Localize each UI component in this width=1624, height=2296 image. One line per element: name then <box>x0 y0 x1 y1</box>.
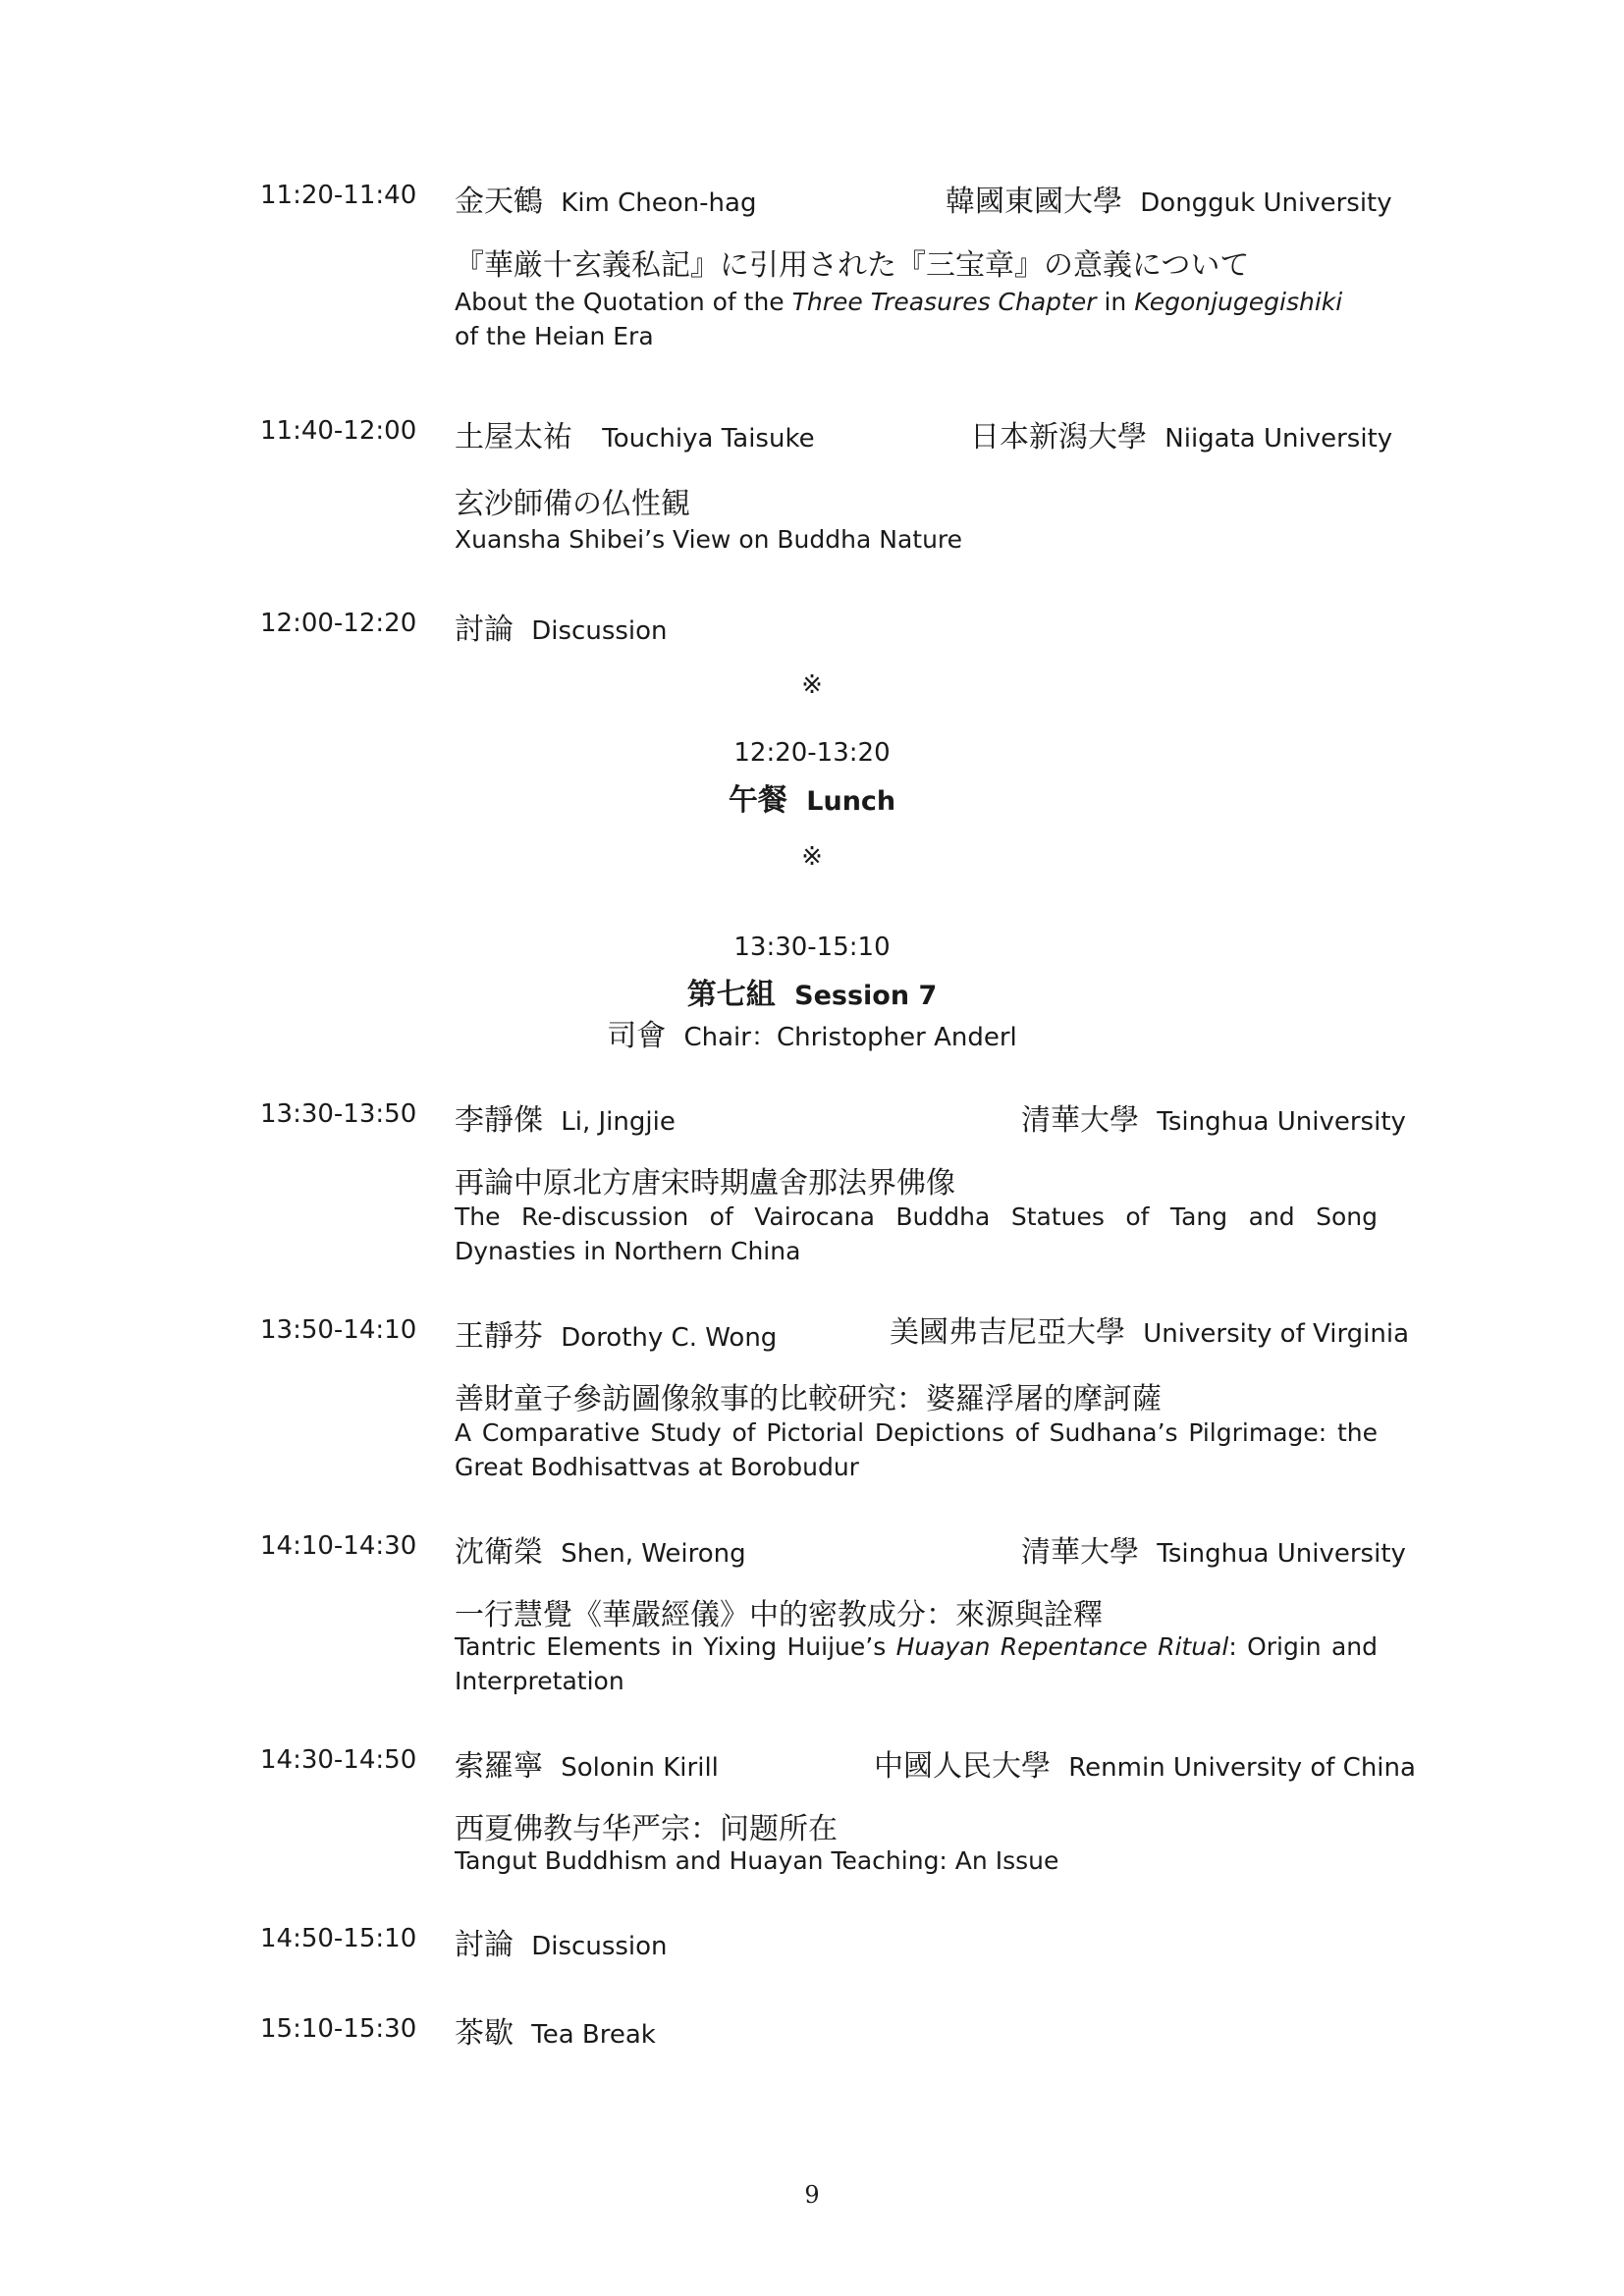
paper-title-en-part: : Origin and Interpretation <box>455 1632 1379 1695</box>
affiliation-en: Niigata University <box>1164 424 1393 454</box>
paper-title-en: Tangut Buddhism and Huayan Teaching: An Issue <box>455 1846 1059 1875</box>
affiliation-en: Tsinghua University <box>1157 1107 1406 1137</box>
lunch-label-en: Lunch <box>806 786 896 817</box>
paper-title-en <box>455 1629 1378 1698</box>
speaker-name-en: Solonin Kirill <box>561 1753 719 1783</box>
paper-title-zh: 玄沙師備の仏性観 <box>455 487 690 521</box>
lunch-label-zh: 午餐 <box>728 783 787 818</box>
time-slot: 14:30-14:50 <box>260 1745 417 1775</box>
paper-title-en-italic: Kegonjugegishiki <box>1134 288 1343 316</box>
lunch-heading <box>0 775 1624 819</box>
agenda-label <box>455 1920 668 1963</box>
time-slot: 12:00-12:20 <box>260 609 417 638</box>
speaker-name-en: Touchiya Taisuke <box>602 424 815 454</box>
agenda-label-en: Discussion <box>531 616 668 646</box>
session-label-zh: 第七組 <box>686 978 776 1012</box>
session-label-en: Session 7 <box>794 981 938 1011</box>
affiliation-en: Tsinghua University <box>1157 1539 1406 1569</box>
affiliation <box>1021 1527 1406 1571</box>
time-slot: 15:10-15:30 <box>260 2014 417 2044</box>
speaker-name <box>455 177 756 220</box>
speaker-name <box>455 1527 746 1571</box>
affiliation-zh: 清華大學 <box>1021 1535 1139 1570</box>
agenda-label-en: Tea Break <box>531 2020 656 2050</box>
session-time: 13:30-15:10 <box>733 933 891 962</box>
speaker-name-zh: 沈衛榮 <box>455 1535 543 1570</box>
paper-title-zh: 西夏佛教与华严宗：问题所在 <box>455 1812 838 1846</box>
page-number: 9 <box>804 2181 820 2209</box>
lunch-time: 12:20-13:20 <box>733 738 891 768</box>
paper-title-zh: 再論中原北方唐宋時期盧舍那法界佛像 <box>455 1166 955 1201</box>
chair-label-en: Chair：Christopher Anderl <box>683 1023 1017 1052</box>
affiliation-zh: 美國弗吉尼亞大學 <box>890 1315 1125 1350</box>
agenda-label <box>455 2008 656 2052</box>
affiliation-zh: 清華大學 <box>1021 1103 1139 1138</box>
paper-title-zh: 善財童子參訪圖像敘事的比較研究：婆羅浮屠的摩訶薩 <box>455 1382 1162 1416</box>
agenda-label-zh: 討論 <box>455 1928 514 1962</box>
affiliation-zh: 日本新潟大學 <box>970 420 1147 454</box>
paper-title-en: A Comparative Study of Pictorial Depictions of Sudhana’s Pilgrimage: the Great Bodhisattvas at Borobudur <box>455 1418 1378 1481</box>
speaker-name-en: Shen, Weirong <box>561 1539 746 1569</box>
speaker-name-en: Li, Jingjie <box>561 1107 676 1137</box>
time-slot: 11:40-12:00 <box>260 416 417 446</box>
affiliation-zh: 韓國東國大學 <box>946 185 1122 219</box>
agenda-label <box>455 605 668 648</box>
chair-label-zh: 司會 <box>607 1019 667 1053</box>
paper-title-zh: 『華厳十玄義私記』に引用された『三宝章』の意義について <box>455 248 1250 283</box>
speaker-name-en: Dorothy C. Wong <box>561 1323 778 1353</box>
session-chair <box>0 1011 1624 1054</box>
speaker-name-zh: 索羅寧 <box>455 1749 543 1784</box>
speaker-name <box>455 1741 719 1785</box>
reference-mark: ※ <box>801 842 823 872</box>
agenda-label-zh: 討論 <box>455 613 514 647</box>
time-slot: 11:20-11:40 <box>260 181 417 210</box>
affiliation-en: Dongguk University <box>1140 188 1392 218</box>
affiliation <box>1021 1095 1406 1139</box>
affiliation-en: Renmin University of China <box>1068 1753 1416 1783</box>
session-heading <box>0 970 1624 1013</box>
affiliation <box>970 412 1392 455</box>
affiliation-zh: 中國人民大學 <box>874 1749 1051 1784</box>
paper-title-zh: 一行慧覺《華嚴經儀》中的密教成分：來源與詮釋 <box>455 1598 1103 1632</box>
paper-title-en-italic: Three Treasures Chapter <box>791 288 1097 316</box>
speaker-name <box>455 1311 777 1355</box>
paper-title-en-part: Tantric Elements in Yixing Huijue’s <box>455 1632 896 1661</box>
affiliation <box>946 177 1392 220</box>
speaker-name-zh: 土屋太祐 <box>455 420 572 454</box>
time-slot: 14:50-15:10 <box>260 1924 417 1953</box>
paper-title-en: The Re-discussion of Vairocana Buddha Statues of Tang and Song Dynasties in Northern China <box>455 1202 1378 1265</box>
speaker-name <box>455 1095 676 1139</box>
time-slot: 13:30-13:50 <box>260 1099 417 1129</box>
time-slot: 13:50-14:10 <box>260 1315 417 1345</box>
time-slot: 14:10-14:30 <box>260 1531 417 1561</box>
affiliation <box>890 1308 1409 1351</box>
paper-title-en-italic: Huayan Repentance Ritual <box>895 1632 1229 1661</box>
affiliation-en: University of Virginia <box>1143 1319 1410 1349</box>
reference-mark: ※ <box>801 670 823 700</box>
paper-title-en <box>455 285 1368 353</box>
speaker-name <box>455 412 815 455</box>
speaker-name-zh: 王靜芬 <box>455 1319 543 1354</box>
paper-title-en-part: of the Heian Era <box>455 322 654 350</box>
agenda-label-en: Discussion <box>531 1932 668 1961</box>
speaker-name-zh: 金天鶴 <box>455 185 543 219</box>
speaker-name-en: Kim Cheon-hag <box>561 188 757 218</box>
paper-title-en-part: in <box>1096 288 1135 316</box>
speaker-name-zh: 李靜傑 <box>455 1103 543 1138</box>
affiliation <box>874 1741 1416 1785</box>
paper-title-en: Xuansha Shibei’s View on Buddha Nature <box>455 525 963 554</box>
paper-title-en-part: About the Quotation of the <box>455 288 792 316</box>
agenda-label-zh: 茶歇 <box>455 2016 514 2051</box>
